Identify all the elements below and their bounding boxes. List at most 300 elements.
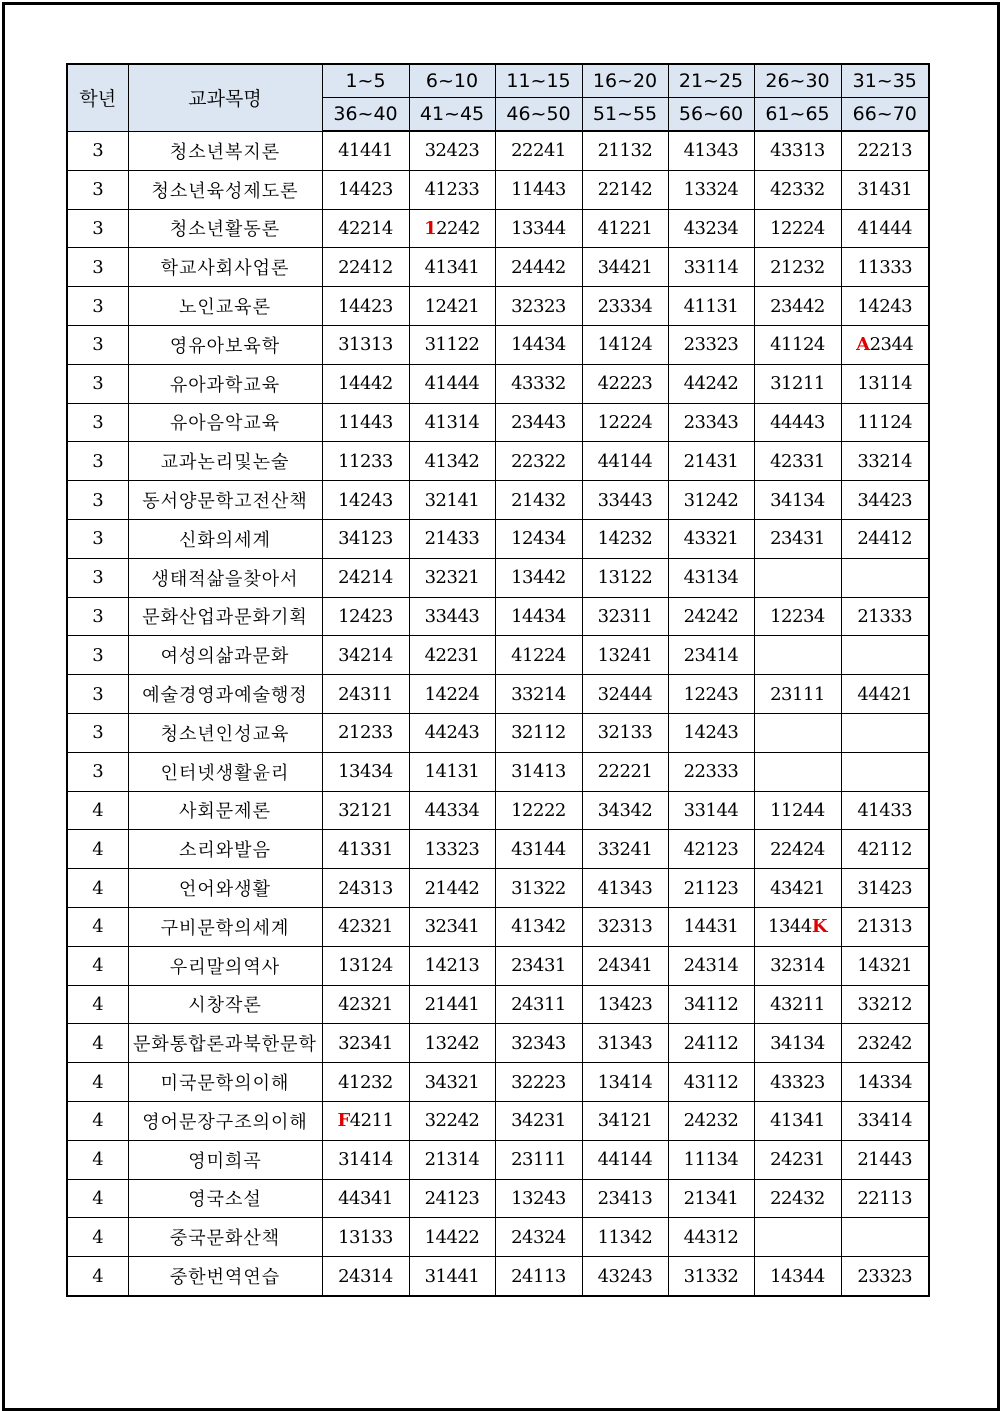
answer-cell: 43211 [754, 985, 841, 1024]
table-body [67, 131, 929, 1296]
answer-cell: 23414 [668, 636, 754, 675]
highlighted-answer-char: K [811, 916, 827, 938]
table-row [67, 325, 929, 364]
answer-cell: 1344K [754, 907, 841, 946]
answer-cell: 24242 [668, 597, 754, 636]
answer-cell: F4211 [322, 1101, 409, 1140]
table-row [67, 1024, 929, 1063]
header-range-bottom: 51~55 [582, 98, 668, 132]
answer-cell: 43321 [668, 519, 754, 558]
answer-cell: 14422 [409, 1218, 495, 1257]
answer-cell: 43323 [754, 1063, 841, 1102]
answer-cell: 23323 [841, 1257, 929, 1296]
course-name-cell: 중한번역연습 [128, 1257, 322, 1296]
answer-cell: 41233 [409, 170, 495, 209]
table-row [67, 713, 929, 752]
highlighted-answer-char: 1 [424, 217, 437, 239]
answer-cell: 23111 [754, 675, 841, 714]
answer-cell: 12224 [754, 209, 841, 248]
table-row [67, 1218, 929, 1257]
grade-cell: 4 [67, 1101, 128, 1140]
answer-cell: 11333 [841, 248, 929, 287]
table-row [67, 248, 929, 287]
answer-cell: 12243 [668, 675, 754, 714]
answer-cell: 41343 [582, 869, 668, 908]
answer-cell: 31343 [582, 1024, 668, 1063]
answer-cell: 11233 [322, 442, 409, 481]
answer-cell: 11443 [322, 403, 409, 442]
answer-cell: 22213 [841, 131, 929, 170]
table-row [67, 131, 929, 170]
grade-cell: 4 [67, 946, 128, 985]
course-name-cell: 소리와발음 [128, 830, 322, 869]
header-range-top: 31~35 [841, 64, 929, 98]
answer-cell: 44243 [409, 713, 495, 752]
answer-cell: 21314 [409, 1140, 495, 1179]
answer-cell: 34123 [322, 519, 409, 558]
grade-cell: 4 [67, 1179, 128, 1218]
course-name-cell: 유아과학교육 [128, 364, 322, 403]
answer-cell: 41444 [409, 364, 495, 403]
answer-cell: 34342 [582, 791, 668, 830]
highlighted-answer-char: F [337, 1110, 350, 1132]
answer-cell: A2344 [841, 325, 929, 364]
course-name-cell: 문화통합론과북한문학 [128, 1024, 322, 1063]
course-name-cell: 우리말의역사 [128, 946, 322, 985]
grade-cell: 4 [67, 1218, 128, 1257]
table-row [67, 830, 929, 869]
answer-cell: 24214 [322, 558, 409, 597]
answer-cell: 12242 [409, 209, 495, 248]
answer-cell: 14431 [668, 907, 754, 946]
answer-cell: 14124 [582, 325, 668, 364]
header-range-bottom: 36~40 [322, 98, 409, 132]
course-name-cell: 중국문화산책 [128, 1218, 322, 1257]
answer-cell: 33414 [841, 1101, 929, 1140]
answer-cell: 41341 [754, 1101, 841, 1140]
answer-cell: 11443 [495, 170, 582, 209]
answer-cell: 13241 [582, 636, 668, 675]
course-name-cell: 영유아보육학 [128, 325, 322, 364]
answer-cell: 23323 [668, 325, 754, 364]
table-row [67, 364, 929, 403]
answer-cell: 41224 [495, 636, 582, 675]
answer-cell: 41124 [754, 325, 841, 364]
answer-cell: 13442 [495, 558, 582, 597]
grade-cell: 3 [67, 364, 128, 403]
grade-cell: 3 [67, 675, 128, 714]
answer-cell: 21313 [841, 907, 929, 946]
answer-cell: 14423 [322, 170, 409, 209]
answer-cell: 34423 [841, 481, 929, 520]
course-name-cell: 동서양문학고전산책 [128, 481, 322, 520]
header-range-bottom: 41~45 [409, 98, 495, 132]
answer-cell: 13114 [841, 364, 929, 403]
header-range-top: 16~20 [582, 64, 668, 98]
answer-cell: 21123 [668, 869, 754, 908]
answer-cell: 24341 [582, 946, 668, 985]
answer-cell: 13344 [495, 209, 582, 248]
answer-cell: 14434 [495, 325, 582, 364]
answer-cell: 33214 [841, 442, 929, 481]
answer-cell: 24442 [495, 248, 582, 287]
header-range-top: 21~25 [668, 64, 754, 98]
answer-cell: 41331 [322, 830, 409, 869]
answer-cell: 41341 [409, 248, 495, 287]
answer-cell: 23431 [495, 946, 582, 985]
grade-cell: 3 [67, 481, 128, 520]
table-row [67, 907, 929, 946]
answer-cell: 22432 [754, 1179, 841, 1218]
answer-cell: 32133 [582, 713, 668, 752]
grade-cell: 3 [67, 209, 128, 248]
answer-cell: 34421 [582, 248, 668, 287]
answer-cell: 24412 [841, 519, 929, 558]
answer-cell: 23431 [754, 519, 841, 558]
grade-cell: 3 [67, 131, 128, 170]
answer-cell: 13133 [322, 1218, 409, 1257]
answer-cell: 22241 [495, 131, 582, 170]
course-name-cell: 언어와생활 [128, 869, 322, 908]
answer-cell [754, 713, 841, 752]
course-name-cell: 구비문학의세계 [128, 907, 322, 946]
answer-cell: 22322 [495, 442, 582, 481]
table-row [67, 1140, 929, 1179]
answer-cell: 11124 [841, 403, 929, 442]
answer-cell: 14334 [841, 1063, 929, 1102]
table-row [67, 1257, 929, 1296]
answer-cell: 43332 [495, 364, 582, 403]
table-row [67, 170, 929, 209]
answer-cell: 22424 [754, 830, 841, 869]
answer-cell: 33241 [582, 830, 668, 869]
answer-cell: 23443 [495, 403, 582, 442]
answer-cell: 33114 [668, 248, 754, 287]
answer-cell [841, 713, 929, 752]
answer-cell: 24311 [322, 675, 409, 714]
answer-cell: 21441 [409, 985, 495, 1024]
answer-cell: 13434 [322, 752, 409, 791]
course-name-cell: 신화의세계 [128, 519, 322, 558]
answer-cell: 41221 [582, 209, 668, 248]
answer-cell: 32323 [495, 287, 582, 326]
answer-cell: 32423 [409, 131, 495, 170]
answer-cell: 11134 [668, 1140, 754, 1179]
answer-key-table [66, 63, 930, 1297]
table-row [67, 519, 929, 558]
answer-cell: 32341 [322, 1024, 409, 1063]
answer-cell: 24313 [322, 869, 409, 908]
table-row [67, 287, 929, 326]
answer-cell: 34134 [754, 481, 841, 520]
answer-cell: 31413 [495, 752, 582, 791]
answer-cell: 44312 [668, 1218, 754, 1257]
answer-cell: 33214 [495, 675, 582, 714]
table-row [67, 636, 929, 675]
answer-cell: 34112 [668, 985, 754, 1024]
grade-cell: 3 [67, 597, 128, 636]
answer-cell: 32343 [495, 1024, 582, 1063]
answer-cell: 11342 [582, 1218, 668, 1257]
answer-cell: 21233 [322, 713, 409, 752]
answer-cell: 14213 [409, 946, 495, 985]
header-range-bottom: 56~60 [668, 98, 754, 132]
table-row [67, 675, 929, 714]
answer-cell: 32121 [322, 791, 409, 830]
table-row [67, 1101, 929, 1140]
answer-cell: 42331 [754, 442, 841, 481]
answer-cell: 41314 [409, 403, 495, 442]
answer-cell: 41131 [668, 287, 754, 326]
answer-cell: 12224 [582, 403, 668, 442]
answer-cell: 32242 [409, 1101, 495, 1140]
answer-cell: 42332 [754, 170, 841, 209]
table-row [67, 985, 929, 1024]
grade-cell: 3 [67, 519, 128, 558]
answer-cell: 42321 [322, 907, 409, 946]
table-header [67, 64, 929, 131]
answer-cell: 23111 [495, 1140, 582, 1179]
answer-cell: 33443 [582, 481, 668, 520]
table-row [67, 558, 929, 597]
answer-cell: 13242 [409, 1024, 495, 1063]
course-name-cell: 학교사회사업론 [128, 248, 322, 287]
header-range-bottom: 66~70 [841, 98, 929, 132]
answer-cell: 43144 [495, 830, 582, 869]
header-range-top: 6~10 [409, 64, 495, 98]
table-row [67, 869, 929, 908]
course-name-cell: 교과논리및논술 [128, 442, 322, 481]
answer-cell: 14321 [841, 946, 929, 985]
answer-cell: 32321 [409, 558, 495, 597]
answer-cell: 13414 [582, 1063, 668, 1102]
answer-cell: 32341 [409, 907, 495, 946]
table-row [67, 442, 929, 481]
answer-cell: 23334 [582, 287, 668, 326]
course-name-cell: 영어문장구조의이해 [128, 1101, 322, 1140]
answer-cell: 44443 [754, 403, 841, 442]
course-name-cell: 영국소설 [128, 1179, 322, 1218]
answer-cell: 34121 [582, 1101, 668, 1140]
grade-cell: 4 [67, 1140, 128, 1179]
answer-cell: 33443 [409, 597, 495, 636]
course-name-cell: 청소년활동론 [128, 209, 322, 248]
answer-cell: 12222 [495, 791, 582, 830]
answer-cell: 21442 [409, 869, 495, 908]
answer-cell: 14243 [668, 713, 754, 752]
answer-cell [754, 1218, 841, 1257]
answer-cell: 14434 [495, 597, 582, 636]
answer-cell: 24113 [495, 1257, 582, 1296]
answer-cell [754, 636, 841, 675]
answer-cell: 43421 [754, 869, 841, 908]
answer-cell: 23413 [582, 1179, 668, 1218]
answer-cell: 34321 [409, 1063, 495, 1102]
table-row [67, 481, 929, 520]
answer-cell: 14423 [322, 287, 409, 326]
header-course: 교과목명 [128, 64, 322, 131]
answer-cell: 14224 [409, 675, 495, 714]
course-name-cell: 미국문학의이해 [128, 1063, 322, 1102]
table-row [67, 752, 929, 791]
table-row [67, 403, 929, 442]
course-name-cell: 문화산업과문화기획 [128, 597, 322, 636]
answer-cell: 31322 [495, 869, 582, 908]
answer-cell: 21433 [409, 519, 495, 558]
answer-cell: 24112 [668, 1024, 754, 1063]
answer-cell: 21431 [668, 442, 754, 481]
grade-cell: 3 [67, 403, 128, 442]
grade-cell: 3 [67, 636, 128, 675]
answer-cell: 34214 [322, 636, 409, 675]
answer-cell: 23442 [754, 287, 841, 326]
answer-cell: 43313 [754, 131, 841, 170]
answer-cell: 31313 [322, 325, 409, 364]
answer-cell: 32112 [495, 713, 582, 752]
answer-cell: 24314 [322, 1257, 409, 1296]
header-range-bottom: 46~50 [495, 98, 582, 132]
answer-cell: 41232 [322, 1063, 409, 1102]
answer-cell [841, 558, 929, 597]
answer-cell: 12421 [409, 287, 495, 326]
grade-cell: 4 [67, 1024, 128, 1063]
course-name-cell: 노인교육론 [128, 287, 322, 326]
answer-cell: 31441 [409, 1257, 495, 1296]
highlighted-answer-char: A [856, 334, 870, 356]
answer-cell: 14232 [582, 519, 668, 558]
grade-cell: 3 [67, 558, 128, 597]
answer-cell: 32311 [582, 597, 668, 636]
grade-cell: 4 [67, 907, 128, 946]
answer-cell: 41441 [322, 131, 409, 170]
answer-cell: 43134 [668, 558, 754, 597]
answer-cell: 14442 [322, 364, 409, 403]
answer-cell [841, 636, 929, 675]
table-row [67, 1179, 929, 1218]
answer-cell: 13124 [322, 946, 409, 985]
answer-cell: 14344 [754, 1257, 841, 1296]
answer-cell: 24324 [495, 1218, 582, 1257]
answer-cell [754, 752, 841, 791]
answer-cell: 21443 [841, 1140, 929, 1179]
grade-cell: 3 [67, 248, 128, 287]
grade-cell: 4 [67, 791, 128, 830]
course-name-cell: 예술경영과예술행정 [128, 675, 322, 714]
table-row [67, 597, 929, 636]
answer-cell: 22142 [582, 170, 668, 209]
grade-cell: 4 [67, 985, 128, 1024]
answer-cell: 43112 [668, 1063, 754, 1102]
answer-cell: 44242 [668, 364, 754, 403]
header-range-bottom: 61~65 [754, 98, 841, 132]
answer-cell [841, 752, 929, 791]
answer-cell: 13323 [409, 830, 495, 869]
answer-cell: 14243 [322, 481, 409, 520]
answer-cell: 31332 [668, 1257, 754, 1296]
answer-cell: 42112 [841, 830, 929, 869]
answer-cell: 23343 [668, 403, 754, 442]
answer-cell: 31423 [841, 869, 929, 908]
grade-cell: 3 [67, 287, 128, 326]
grade-cell: 3 [67, 713, 128, 752]
answer-cell: 12234 [754, 597, 841, 636]
answer-cell: 34134 [754, 1024, 841, 1063]
answer-cell: 13324 [668, 170, 754, 209]
answer-cell: 21341 [668, 1179, 754, 1218]
answer-cell: 24231 [754, 1140, 841, 1179]
answer-cell: 31211 [754, 364, 841, 403]
answer-cell: 13423 [582, 985, 668, 1024]
answer-cell [841, 1218, 929, 1257]
answer-cell: 42321 [322, 985, 409, 1024]
table-row [67, 1063, 929, 1102]
answer-cell: 44421 [841, 675, 929, 714]
answer-cell: 22333 [668, 752, 754, 791]
answer-cell: 43234 [668, 209, 754, 248]
header-grade: 학년 [67, 64, 128, 131]
answer-cell: 32313 [582, 907, 668, 946]
course-name-cell: 영미희곡 [128, 1140, 322, 1179]
answer-cell: 12434 [495, 519, 582, 558]
grade-cell: 3 [67, 442, 128, 481]
answer-cell: 42123 [668, 830, 754, 869]
answer-cell: 42231 [409, 636, 495, 675]
grade-cell: 4 [67, 1063, 128, 1102]
answer-cell: 43243 [582, 1257, 668, 1296]
header-range-top: 26~30 [754, 64, 841, 98]
answer-cell: 41343 [668, 131, 754, 170]
answer-cell: 44334 [409, 791, 495, 830]
answer-cell: 33212 [841, 985, 929, 1024]
answer-cell: 21432 [495, 481, 582, 520]
answer-cell: 24123 [409, 1179, 495, 1218]
course-name-cell: 사회문제론 [128, 791, 322, 830]
answer-cell: 21232 [754, 248, 841, 287]
answer-cell: 32223 [495, 1063, 582, 1102]
grade-cell: 3 [67, 752, 128, 791]
answer-cell: 24314 [668, 946, 754, 985]
header-range-top: 1~5 [322, 64, 409, 98]
grade-cell: 4 [67, 869, 128, 908]
answer-cell: 32314 [754, 946, 841, 985]
course-name-cell: 생태적삶을찾아서 [128, 558, 322, 597]
course-name-cell: 인터넷생활윤리 [128, 752, 322, 791]
grade-cell: 3 [67, 325, 128, 364]
answer-cell: 14243 [841, 287, 929, 326]
table-row [67, 209, 929, 248]
answer-cell: 23242 [841, 1024, 929, 1063]
answer-cell: 31242 [668, 481, 754, 520]
answer-cell: 41342 [409, 442, 495, 481]
answer-cell: 11244 [754, 791, 841, 830]
answer-cell: 32141 [409, 481, 495, 520]
answer-cell: 34231 [495, 1101, 582, 1140]
answer-cell: 13122 [582, 558, 668, 597]
course-name-cell: 여성의삶과문화 [128, 636, 322, 675]
course-name-cell: 청소년복지론 [128, 131, 322, 170]
answer-cell: 42223 [582, 364, 668, 403]
answer-cell: 44144 [582, 1140, 668, 1179]
course-name-cell: 청소년인성교육 [128, 713, 322, 752]
header-range-top: 11~15 [495, 64, 582, 98]
answer-cell: 41444 [841, 209, 929, 248]
answer-cell: 22221 [582, 752, 668, 791]
answer-cell: 31414 [322, 1140, 409, 1179]
answer-cell: 12423 [322, 597, 409, 636]
answer-cell: 24232 [668, 1101, 754, 1140]
answer-cell: 21333 [841, 597, 929, 636]
answer-cell: 22412 [322, 248, 409, 287]
